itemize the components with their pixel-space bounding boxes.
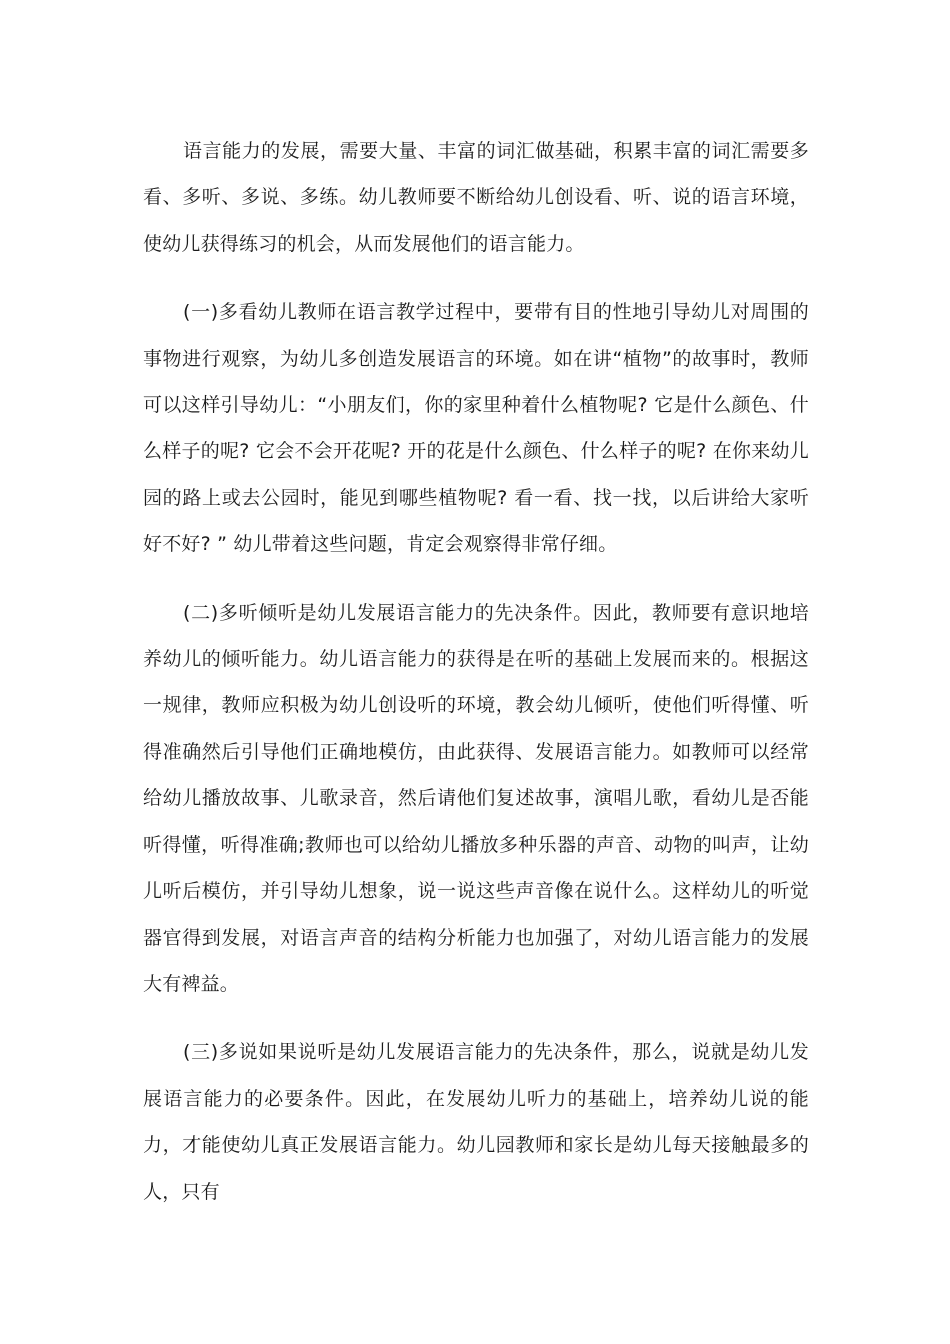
document-body <box>143 128 809 1215</box>
paragraph-intro: 语言能力的发展，需要大量、丰富的词汇做基础，积累丰富的词汇需要多看、多听、多说、多练。幼儿教师要不断给幼儿创设看、听、说的语言环境，使幼儿获得练习的机会，从而发展他们的语言能力。 <box>143 140 809 255</box>
paragraph-look-more: (一)多看幼儿教师在语言教学过程中，要带有目的性地引导幼儿对周围的事物进行观察，为幼儿多创造发展语言的环境。如在讲“植物”的故事时，教师可以这样引导幼儿：“小朋友们，你的家里种着什么植物呢? 它是什么颜色、什么样子的呢? 它会不会开花呢? 开的花是什么颜色、什么样子的呢? 在你来幼儿园的路上或去公园时，能见到哪些植物呢? 看一看、找一找，以后讲给大家听好不好? ” 幼儿带着这些问题，肯定会观察得非常仔细。 <box>143 301 809 556</box>
paragraph-speak-more: (三)多说如果说听是幼儿发展语言能力的先决条件，那么，说就是幼儿发展语言能力的必要条件。因此，在发展幼儿听力的基础上，培养幼儿说的能力，才能使幼儿真正发展语言能力。幼儿园教师和家长是幼儿每天接触最多的人，只有 <box>143 1041 809 1203</box>
paragraph-listen-more: (二)多听倾听是幼儿发展语言能力的先决条件。因此，教师要有意识地培养幼儿的倾听能力。幼儿语言能力的获得是在听的基础上发展而来的。根据这一规律，教师应积极为幼儿创设听的环境，教会幼儿倾听，使他们听得懂、听得准确然后引导他们正确地模仿，由此获得、发展语言能力。如教师可以经常给幼儿播放故事、儿歌录音，然后请他们复述故事，演唱儿歌，看幼儿是否能听得懂，听得准确;教师也可以给幼儿播放多种乐器的声音、动物的叫声，让幼儿听后模仿，并引导幼儿想象，说一说这些声音像在说什么。这样幼儿的听觉器官得到发展，对语言声音的结构分析能力也加强了，对幼儿语言能力的发展大有裨益。 <box>143 601 809 995</box>
